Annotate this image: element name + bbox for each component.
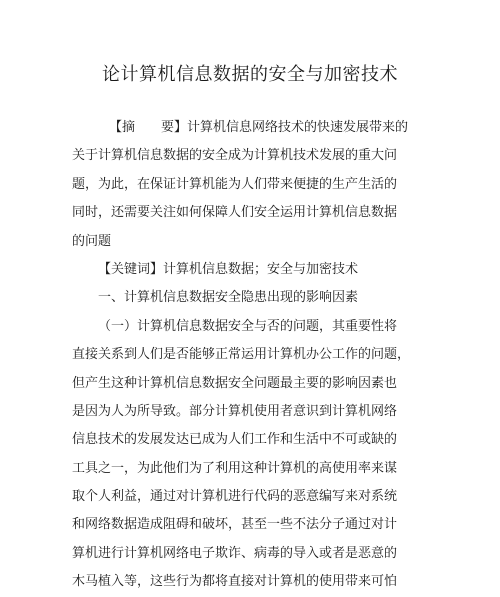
abstract-line-3: 题，为此，在保证计算机能为人们带来便捷的生产生活的 [72,176,398,192]
section-heading: 一、计算机信息数据安全隐患出现的影响因素 [98,290,359,306]
paragraph-line-5: 信息技术的发展发达已成为人们工作和生活中不可或缺的 [72,432,398,448]
abstract-line-5: 的问题 [72,233,112,249]
abstract-line-2: 关于计算机信息数据的安全成为计算机技术发展的重大问 [72,148,398,164]
document-title: 论计算机信息数据的安全与加密技术 [102,64,398,85]
abstract-label: 【摘 要】 [109,120,188,135]
abstract-line-4: 同时，还需要关注如何保障人们安全运用计算机信息数据 [72,205,398,221]
paragraph-line-1: （一）计算机信息数据安全与否的问题，其重要性将 [98,318,398,334]
abstract-line-1 [72,114,432,142]
paragraph-line-10: 木马植入等，这些行为都将直接对计算机的使用带来可怕 [72,574,398,590]
paragraph-line-3: 但产生这种计算机信息数据安全问题最主要的影响因素也 [72,375,398,391]
keywords-label: 【关键词】 [98,261,164,277]
abstract-text: 计算机信息网络技术的快速发展带来的 [187,120,409,135]
paragraph-line-4: 是因为人为所导致。部分计算机使用者意识到计算机网络 [72,403,398,419]
paragraph-line-6: 工具之一，为此他们为了利用这种计算机的高使用率来谋 [72,460,398,476]
paragraph-line-2: 直接关系到人们是否能够正常运用计算机办公工作的问题， [72,347,411,363]
paragraph-line-7: 取个人利益，通过对计算机进行代码的恶意编写来对系统 [72,489,398,505]
keywords-text: 计算机信息数据；安全与加密技术 [163,261,359,277]
keywords-line [72,256,432,284]
paragraph-line-9: 算机进行计算机网络电子欺诈、病毒的导入或者是恶意的 [72,545,398,561]
paragraph-line-8: 和网络数据造成阻碍和破坏，甚至一些不法分子通过对计 [72,517,398,533]
document-body [72,114,432,597]
